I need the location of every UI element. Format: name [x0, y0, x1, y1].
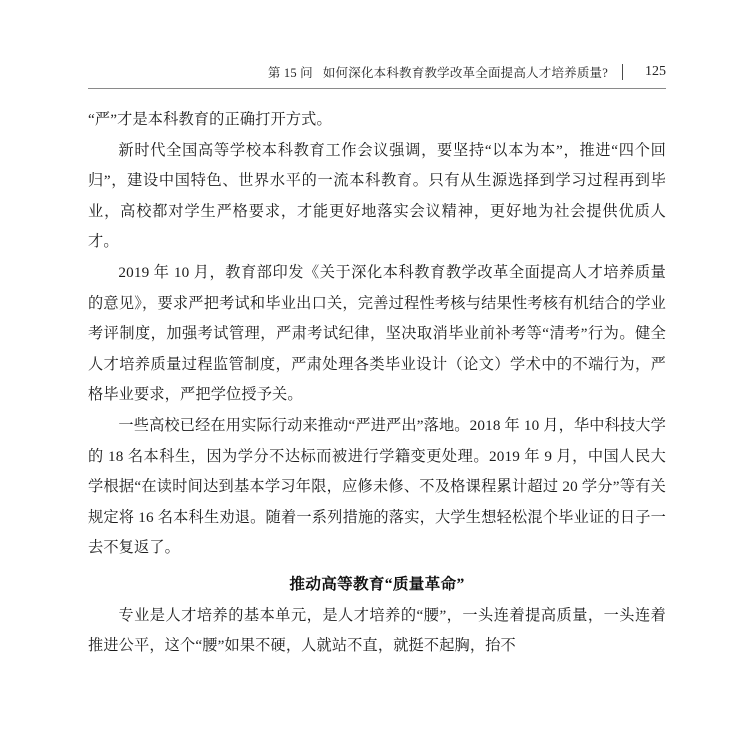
- page-number: 125: [645, 64, 666, 79]
- paragraph: 2019 年 10 月，教育部印发《关于深化本科教育教学改革全面提高人才培养质量的意见》，要求严把考试和毕业出口关，完善过程性考核与结果性考核有机结合的学业考评制度，加强考试管理，严肃考试纪律，坚决取消毕业前补考等“清考”行为。健全人才培养质量过程监管制度，严肃处理各类毕业设计（论文）学术中的不端行为，严格毕业要求，严把学位授予关。: [88, 263, 666, 404]
- paragraph: “严”才是本科教育的正确打开方式。: [88, 111, 332, 128]
- section-heading: 推动高等教育“质量革命”: [289, 575, 465, 593]
- paragraph: 专业是人才培养的基本单元，是人才培养的“腰”，一头连着提高质量，一头连着推进公平，这个“腰”如果不硬，人就站不直，就挺不起胸，抬不: [88, 606, 666, 655]
- running-head-title: 如何深化本科教育教学改革全面提高人才培养质量?: [322, 66, 608, 80]
- running-head: [88, 58, 666, 86]
- paragraph: 一些高校已经在用实际行动来推动“严进严出”落地。2018 年 10 月，华中科技大学的 18 名本科生，因为学分不达标而被进行学籍变更处理。2019 年 9 月，中国人民大学根据“在读时间达到基本学习年限，应修未修、不及格课程累计超过 20 学分”等有关规定将 16 名本科生劝退。随着一系列措施的落实，大学生想轻松混个毕业证的日子一去不复返了。: [88, 416, 666, 557]
- running-head-inner: [268, 63, 666, 81]
- running-head-divider: [622, 64, 623, 80]
- paragraph: 新时代全国高等学校本科教育工作会议强调，要坚持“以本为本”，推进“四个回归”，建设中国特色、世界水平的一流本科教育。只有从生源选择到学习过程再到毕业，高校都对学生严格要求，才能更好地落实会议精神，更好地为社会提供优质人才。: [88, 141, 666, 251]
- body-text: [88, 105, 666, 662]
- header-separator-line: [88, 88, 666, 89]
- running-head-question-number: 第 15 问: [267, 66, 313, 80]
